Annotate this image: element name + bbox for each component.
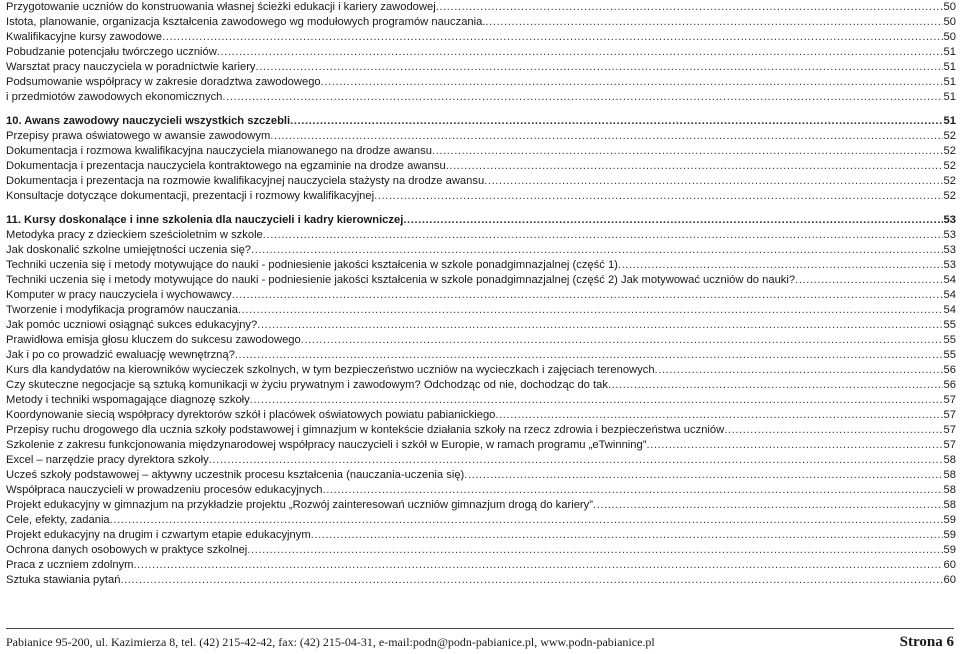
dot-leader <box>323 483 943 498</box>
dot-leader <box>495 408 942 423</box>
toc-entry-title: Projekt edukacyjny w gimnazjum na przykładzie projektu „Rozwój zainteresowań uczniów gimnazjum drogą do kariery” <box>6 499 593 511</box>
dot-leader <box>251 243 943 258</box>
toc-block-career <box>6 0 956 105</box>
toc-page-number: 50 <box>943 16 956 28</box>
toc-page-number: 53 <box>943 229 956 241</box>
toc-page-number: 55 <box>943 334 956 346</box>
toc-block-courses <box>6 228 956 588</box>
footer-page-number: Strona 6 <box>899 634 954 650</box>
dot-leader <box>403 213 942 228</box>
dot-leader <box>120 573 942 588</box>
toc-entry[interactable] <box>6 303 956 318</box>
toc-entry[interactable] <box>6 228 956 243</box>
toc-page-number: 53 <box>943 214 956 226</box>
toc-entry-title: Tworzenie i modyfikacja programów nauczania <box>6 304 238 316</box>
toc-page-number: 51 <box>943 115 956 127</box>
toc-page-number: 60 <box>943 559 956 571</box>
dot-leader <box>222 90 942 105</box>
dot-leader <box>217 45 943 60</box>
page-footer <box>6 634 954 652</box>
toc-page-number: 52 <box>943 130 956 142</box>
dot-leader <box>374 189 942 204</box>
toc-page-number: 57 <box>943 409 956 421</box>
toc-page-number: 57 <box>943 439 956 451</box>
toc-entry-title: Jak i po co prowadzić ewaluację wewnętrzną? <box>6 349 235 361</box>
toc-page-number: 51 <box>943 76 956 88</box>
toc-page-number: 52 <box>943 145 956 157</box>
footer-divider <box>6 628 954 629</box>
toc-entry-title: Istota, planowanie, organizacja kształcenia zawodowego wg modułowych programów nauczania. <box>6 16 486 28</box>
toc-page-number: 54 <box>943 289 956 301</box>
dot-leader <box>257 318 942 333</box>
toc-entry-title: Ucześ szkoły podstawowej – aktywny uczestnik procesu kształcenia (nauczania-uczenia się) <box>6 469 465 481</box>
dot-leader <box>646 438 942 453</box>
toc-page-number: 53 <box>943 244 956 256</box>
dot-leader <box>608 378 943 393</box>
toc-entry-title: Jak doskonalić szkolne umiejętności uczenia się? <box>6 244 252 256</box>
toc-page-number: 54 <box>943 304 956 316</box>
dot-leader <box>446 159 943 174</box>
toc-page-number: 54 <box>943 274 956 286</box>
dot-leader <box>270 129 942 144</box>
toc-entry[interactable] <box>6 333 956 348</box>
toc-entry-title: Konsultacje dotyczące dokumentacji, prezentacji i rozmowy kwalifikacyjnej <box>6 190 375 202</box>
toc-page-number: 57 <box>943 424 956 436</box>
toc-entry[interactable] <box>6 378 956 393</box>
toc-entry[interactable] <box>6 15 956 30</box>
toc-entry[interactable] <box>6 90 956 105</box>
toc-entry-title: Przepisy ruchu drogowego dla ucznia szkoły podstawowej i gimnazjum w kontekście działania szkoły na rzecz zdrowia i bezpieczeństwa uczniów <box>6 424 725 436</box>
toc-page-number: 60 <box>943 574 956 586</box>
dot-leader <box>321 75 943 90</box>
toc-section-10[interactable] <box>6 114 956 129</box>
toc-entry-title: Metodyka pracy z dzieckiem sześcioletnim w szkole <box>6 229 263 241</box>
dot-leader <box>301 333 943 348</box>
toc-page-number: 58 <box>943 469 956 481</box>
toc-entry[interactable] <box>6 468 956 483</box>
dot-leader <box>484 174 942 189</box>
toc-entry-title: Kwalifikacyjne kursy zawodowe <box>6 31 163 43</box>
toc-page-number: 50 <box>943 1 956 13</box>
toc-entry-title: Dokumentacja i rozmowa kwalifikacyjna nauczyciela mianowanego na drodze awansu <box>6 145 432 157</box>
toc-entry-title: Sztuka stawiania pytań <box>6 574 121 586</box>
toc-entry[interactable] <box>6 273 956 288</box>
toc-entry[interactable] <box>6 483 956 498</box>
spacer <box>6 204 956 213</box>
toc-entry[interactable] <box>6 363 956 378</box>
dot-leader <box>250 393 943 408</box>
dot-leader <box>795 273 942 288</box>
toc-entry-title: Komputer w pracy nauczyciela i wychowawcy <box>6 289 232 301</box>
toc-entry[interactable] <box>6 498 956 513</box>
toc-page-number: 56 <box>943 379 956 391</box>
toc-entry[interactable] <box>6 75 956 90</box>
toc-section-title: 10. Awans zawodowy nauczycieli wszystkich szczebli <box>6 115 291 127</box>
toc-entry[interactable] <box>6 423 956 438</box>
toc-page-number: 53 <box>943 259 956 271</box>
footer-address: Pabianice 95-200, ul. Kazimierza 8, tel. (42) 215-42-42, fax: (42) 215-04-31, e-mail:podn@podn-pabianice.pl, www.podn-pabianice.pl <box>6 635 655 649</box>
dot-leader <box>290 114 942 129</box>
spacer <box>6 105 956 114</box>
toc-entry[interactable] <box>6 318 956 333</box>
dot-leader <box>209 453 943 468</box>
toc-entry-title: Przygotowanie uczniów do konstruowania własnej ścieżki edukacji i kariery zawodowej <box>6 1 436 13</box>
toc-entry-title: Kurs dla kandydatów na kierowników wycieczek szkolnych, w tym bezpieczeństwo uczniów na wycieczkach i zajęciach terenowych <box>6 364 655 376</box>
dot-leader <box>724 423 942 438</box>
toc-entry-title: Warsztat pracy nauczyciela w poradnictwie kariery <box>6 61 256 73</box>
dot-leader <box>311 528 943 543</box>
toc-page-number: 59 <box>943 544 956 556</box>
dot-leader <box>238 303 943 318</box>
toc-entry[interactable] <box>6 528 956 543</box>
toc-entry[interactable] <box>6 144 956 159</box>
toc-entry-title: Czy skuteczne negocjacje są sztuką komunikacji w życiu prywatnym i zawodowym? Odchodząc od nie, dochodząc do tak <box>6 379 608 391</box>
dot-leader <box>436 0 943 15</box>
toc-page-number: 51 <box>943 61 956 73</box>
toc-entry-title: Prawidłowa emisja głosu kluczem do sukcesu zawodowego <box>6 334 301 346</box>
toc-entry-title: Projekt edukacyjny na drugim i czwartym etapie edukacyjnym <box>6 529 311 541</box>
dot-leader <box>162 30 942 45</box>
toc-entry-title: i przedmiotów zawodowych ekonomicznych <box>6 91 223 103</box>
toc-page-number: 55 <box>943 349 956 361</box>
toc-entry-title: Współpraca nauczycieli w prowadzeniu procesów edukacyjnych <box>6 484 323 496</box>
toc-entry-title: Cele, efekty, zadania <box>6 514 110 526</box>
toc-entry[interactable] <box>6 189 956 204</box>
dot-leader <box>618 258 943 273</box>
dot-leader <box>247 543 942 558</box>
dot-leader <box>655 363 943 378</box>
toc-entry-title: Dokumentacja i prezentacja nauczyciela kontraktowego na egzaminie na drodze awansu <box>6 160 446 172</box>
toc-entry-title: Szkolenie z zakresu funkcjonowania międzynarodowej współpracy nauczycieli i szkół w Europie, w ramach programu „eTwinning” <box>6 439 647 451</box>
dot-leader <box>263 228 943 243</box>
toc-entry-title: Praca z uczniem zdolnym <box>6 559 134 571</box>
toc-entry[interactable] <box>6 288 956 303</box>
toc-entry[interactable] <box>6 159 956 174</box>
toc-page-number: 52 <box>943 160 956 172</box>
toc-page-number: 57 <box>943 394 956 406</box>
toc-entry[interactable] <box>6 573 956 588</box>
toc-block-promotion <box>6 129 956 204</box>
toc-entry-title: Dokumentacja i prezentacja na rozmowie kwalifikacyjnej nauczyciela stażysty na drodze awansu <box>6 175 485 187</box>
toc-entry-title: Excel – narzędzie pracy dyrektora szkoły <box>6 454 209 466</box>
toc-entry[interactable] <box>6 129 956 144</box>
toc-entry[interactable] <box>6 408 956 423</box>
toc-page-number: 55 <box>943 319 956 331</box>
toc-entry-title: Koordynowanie siecią współpracy dyrektorów szkół i placówek oświatowych powiatu pabianickiego <box>6 409 496 421</box>
dot-leader <box>464 468 942 483</box>
toc-entry[interactable] <box>6 0 956 15</box>
toc-section-11[interactable] <box>6 213 956 228</box>
toc-page-number: 52 <box>943 190 956 202</box>
toc-entry[interactable] <box>6 543 956 558</box>
dot-leader <box>133 558 942 573</box>
toc-entry-title: Przepisy prawa oświatowego w awansie zawodowym <box>6 130 271 142</box>
dot-leader <box>593 498 943 513</box>
toc-page-number: 51 <box>943 91 956 103</box>
toc-entry-title: Pobudzanie potencjału twórczego uczniów <box>6 46 217 58</box>
toc-entry[interactable] <box>6 258 956 273</box>
dot-leader <box>485 15 942 30</box>
toc-page-number: 50 <box>943 31 956 43</box>
toc-page-number: 52 <box>943 175 956 187</box>
dot-leader <box>110 513 943 528</box>
toc-page-number: 59 <box>943 529 956 541</box>
toc-entry[interactable] <box>6 243 956 258</box>
toc-section-title: 11. Kursy doskonalące i inne szkolenia dla nauczycieli i kadry kierowniczej <box>6 214 404 226</box>
toc-page-number: 59 <box>943 514 956 526</box>
toc-entry-title: Ochrona danych osobowych w praktyce szkolnej <box>6 544 248 556</box>
toc-entry-title: Techniki uczenia się i metody motywujące do nauki - podniesienie jakości kształcenia w szkole ponadgimnazjalnej (część 2) Jak motywować uczniów do nauki? <box>6 274 796 286</box>
toc-page-number: 56 <box>943 364 956 376</box>
toc-entry[interactable] <box>6 513 956 528</box>
toc-entry[interactable] <box>6 393 956 408</box>
toc-entry[interactable] <box>6 453 956 468</box>
dot-leader <box>256 60 943 75</box>
dot-leader <box>432 144 943 159</box>
toc-entry[interactable] <box>6 558 956 573</box>
toc-page-number: 51 <box>943 46 956 58</box>
toc-page-number: 58 <box>943 484 956 496</box>
toc-entry[interactable] <box>6 174 956 189</box>
dot-leader <box>232 288 943 303</box>
toc-entry-title: Techniki uczenia się i metody motywujące do nauki - podniesienie jakości kształcenia w szkole ponadgimnazjalnej (część 1) <box>6 259 618 271</box>
toc-entry-title: Podsumowanie współpracy w zakresie doradztwa zawodowego <box>6 76 321 88</box>
toc-entry-title: Metody i techniki wspomagające diagnozę szkoły <box>6 394 250 406</box>
toc-entry[interactable] <box>6 45 956 60</box>
toc-entry[interactable] <box>6 30 956 45</box>
table-of-contents <box>6 0 956 588</box>
dot-leader <box>235 348 943 363</box>
toc-entry[interactable] <box>6 438 956 453</box>
toc-page-number: 58 <box>943 499 956 511</box>
toc-entry-title: Jak pomóc uczniowi osiągnąć sukces edukacyjny? <box>6 319 258 331</box>
toc-entry[interactable] <box>6 60 956 75</box>
toc-page-number: 58 <box>943 454 956 466</box>
toc-entry[interactable] <box>6 348 956 363</box>
